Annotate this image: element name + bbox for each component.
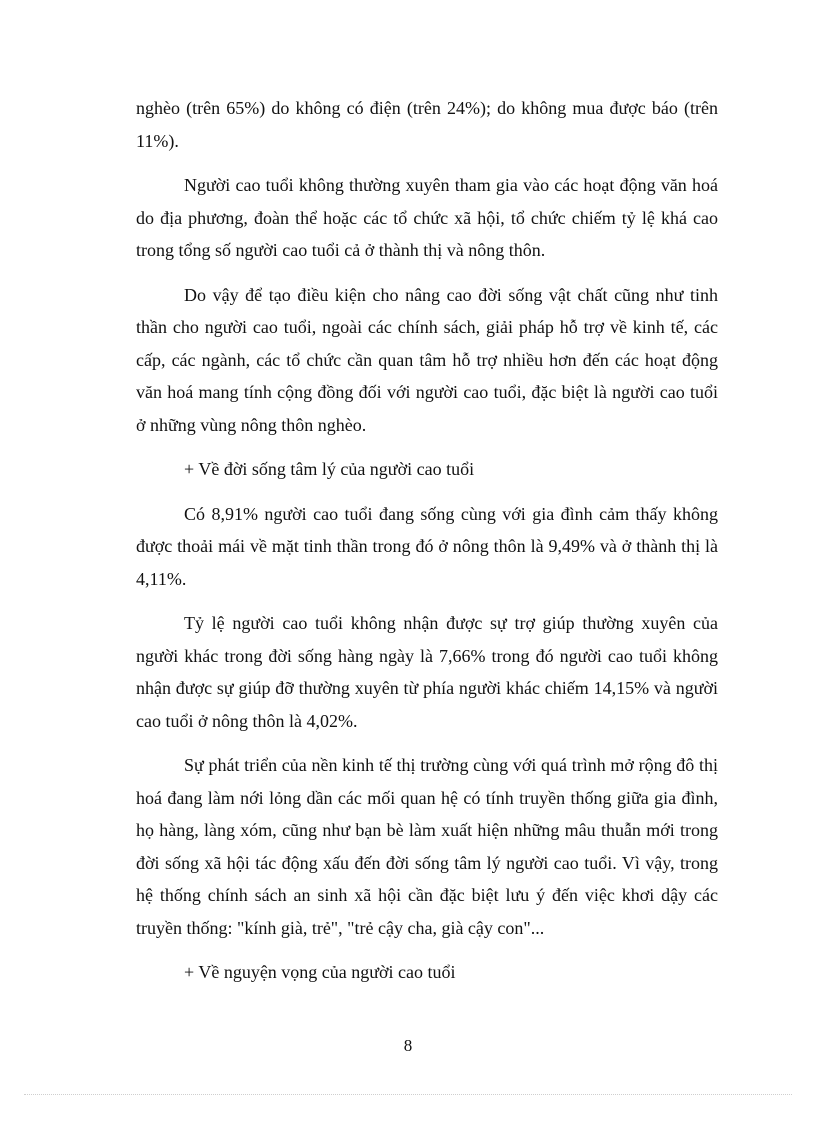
paragraph-recommendation: Do vậy để tạo điều kiện cho nâng cao đời sống vật chất cũng như tinh thần cho người cao tuổi, ngoài các chính sách, giải pháp hỗ trợ về kinh tế, các cấp, các ngành, các tổ chức cần quan tâm hỗ trợ nhiều hơn đến các hoạt động văn hoá mang tính cộng đồng đối với người cao tuổi, đặc biệt là người cao tuổi ở những vùng nông thôn nghèo.	[136, 284, 718, 435]
paragraph-continuation: nghèo (trên 65%) do không có điện (trên 24%); do không mua được báo (trên 11%).	[136, 98, 718, 151]
page-body	[136, 92, 718, 1001]
page-number: 8	[403, 1036, 413, 1055]
section-heading-psychological-life: + Về đời sống tâm lý của người cao tuổi	[184, 459, 475, 479]
page-bottom-divider	[24, 1094, 792, 1095]
section-heading-aspirations: + Về nguyện vọng của người cao tuổi	[184, 962, 456, 982]
paragraph-assistance-rate: Tỷ lệ người cao tuổi không nhận được sự trợ giúp thường xuyên của người khác trong đời sống hàng ngày là 7,66% trong đó người cao tuổi không nhận được sự giúp đỡ thường xuyên từ phía người khác chiếm 14,15% và người cao tuổi ở nông thôn là 4,02%.	[136, 613, 718, 731]
paragraph-cultural-activities: Người cao tuổi không thường xuyên tham gia vào các hoạt động văn hoá do địa phương, đoàn thể hoặc các tổ chức xã hội, tổ chức chiếm tỷ lệ khá cao trong tổng số người cao tuổi cả ở thành thị và nông thôn.	[136, 175, 718, 260]
paragraph-family-comfort: Có 8,91% người cao tuổi đang sống cùng với gia đình cảm thấy không được thoải mái về mặt tinh thần trong đó ở nông thôn là 9,49% và ở thành thị là 4,11%.	[136, 503, 718, 589]
paragraph-market-economy: Sự phát triển của nền kinh tế thị trường cùng với quá trình mở rộng đô thị hoá đang làm nới lỏng dần các mối quan hệ có tính truyền thống giữa gia đình, họ hàng, làng xóm, cũng như bạn bè làm xuất hiện những mâu thuẫn mới trong đời sống xã hội tác động xấu đến đời sống tâm lý người cao tuổi. Vì vậy, trong hệ thống chính sách an sinh xã hội cần đặc biệt lưu ý đến việc khơi dậy các truyền thống: "kính già, trẻ", "trẻ cậy cha, già cậy con"...	[136, 755, 718, 938]
